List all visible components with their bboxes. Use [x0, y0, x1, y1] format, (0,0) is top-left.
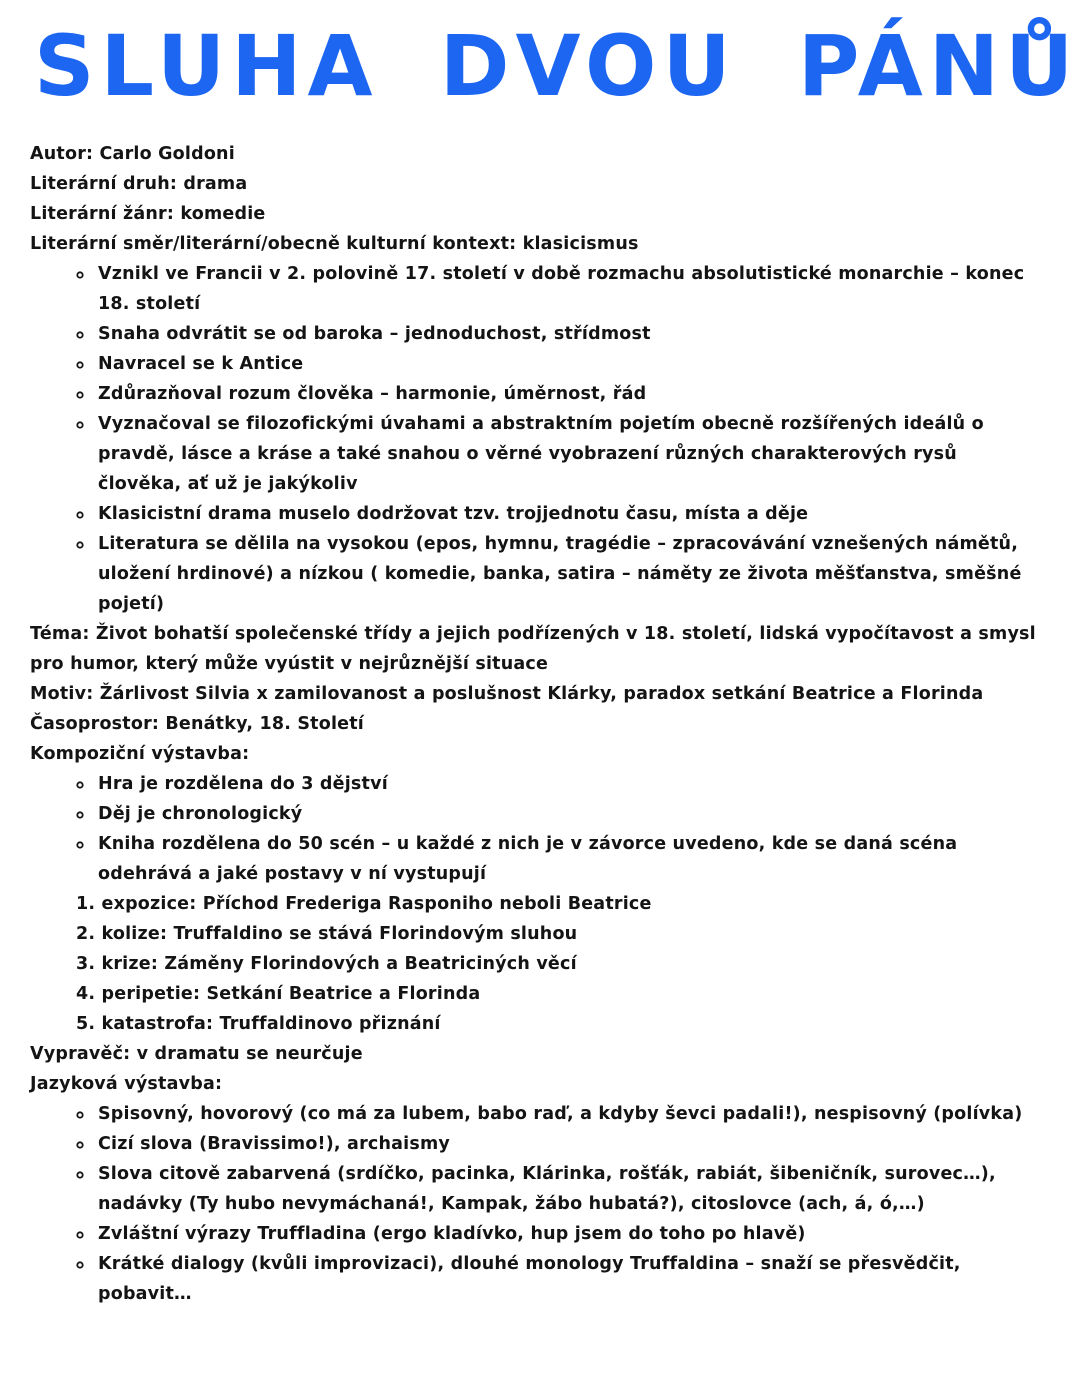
bullet-line — [30, 259, 1046, 319]
note-text: Hra je rozdělena do 3 dějství — [98, 773, 388, 794]
note-text: Spisovný, hovorový (co má za lubem, babo raď, a kdyby ševci padali!), nespisovný (polívka) — [98, 1103, 1023, 1124]
numbered-line: 1. expozice: Příchod Frederiga Rasponiho neboli Beatrice — [76, 893, 652, 914]
note-text: Zdůrazňoval rozum člověka – harmonie, úměrnost, řád — [98, 383, 647, 404]
numbered-line: 5. katastrofa: Truffaldinovo přiznání — [76, 1013, 441, 1034]
note-text: Vznikl ve Francii v 2. polovině 17. století v době rozmachu absolutistické monarchie – konec 18. století — [98, 263, 1025, 314]
bullet-line — [30, 1249, 1046, 1309]
bullet-icon — [76, 319, 98, 349]
bullet-line — [30, 1159, 1046, 1219]
bullet-icon — [76, 799, 98, 829]
bullet-line — [30, 769, 1046, 799]
note-text: Vyznačoval se filozofickými úvahami a abstraktním pojetím obecně rozšířených ideálů o pravdě, lásce a kráse a také snahou o věrné vyobrazení různých charakterových rysů člověka, ať už je jakýkoliv — [98, 413, 984, 494]
numbered-line: 4. peripetie: Setkání Beatrice a Florinda — [76, 983, 481, 1004]
bullet-line — [30, 1129, 1046, 1159]
bullet-icon — [76, 409, 98, 499]
note-text: Klasicistní drama muselo dodržovat tzv. trojjednotu času, místa a děje — [98, 503, 809, 524]
bullet-line — [30, 529, 1046, 619]
bullet-line — [30, 499, 1046, 529]
note-text: Kniha rozdělena do 50 scén – u každé z nich je v závorce uvedeno, kde se daná scéna odehrává a jaké postavy v ní vystupují — [98, 833, 958, 884]
bullet-line — [30, 1099, 1046, 1129]
note-line: Vypravěč: v dramatu se neurčuje — [30, 1043, 363, 1064]
bullet-line — [30, 829, 1046, 889]
note-line: Motiv: Žárlivost Silvia x zamilovanost a poslušnost Klárky, paradox setkání Beatrice a Florinda — [30, 683, 984, 704]
note-line: Literární druh: drama — [30, 173, 248, 194]
note-line: Časoprostor: Benátky, 18. Století — [30, 713, 364, 734]
note-text: Děj je chronologický — [98, 803, 303, 824]
bullet-icon — [76, 1219, 98, 1249]
bullet-icon — [76, 769, 98, 799]
note-line: Literární žánr: komedie — [30, 203, 266, 224]
bullet-line — [30, 409, 1046, 499]
note-line: Literární směr/literární/obecně kulturní kontext: klasicismus — [30, 233, 639, 254]
bullet-line — [30, 319, 1046, 349]
note-text: Snaha odvrátit se od baroka – jednoduchost, střídmost — [98, 323, 651, 344]
bullet-icon — [76, 1249, 98, 1309]
bullet-icon — [76, 529, 98, 619]
note-text: Slova citově zabarvená (srdíčko, pacinka, Klárinka, rošťák, rabiát, šibeničník, surovec…), nadávky (Ty hubo nevymáchaná!, Kampak, žábo hubatá?), citoslovce (ach, á, ó,…) — [98, 1163, 996, 1214]
bullet-icon — [76, 829, 98, 889]
bullet-line — [30, 799, 1046, 829]
bullet-line — [30, 1219, 1046, 1249]
note-text: Literatura se dělila na vysokou (epos, hymnu, tragédie – zpracovávání vznešených námětů, uložení hrdinové) a nízkou ( komedie, banka, satira – náměty ze života měšťanstva, směšné pojetí) — [98, 533, 1022, 614]
bullet-icon — [76, 1099, 98, 1129]
bullet-icon — [76, 349, 98, 379]
numbered-line: 2. kolize: Truffaldino se stává Florindovým sluhou — [76, 923, 578, 944]
note-line: Autor: Carlo Goldoni — [30, 143, 235, 164]
bullet-icon — [76, 1159, 98, 1219]
page-title: SLUHA DVOU PÁNŮ — [34, 17, 1080, 115]
note-line: Kompoziční výstavba: — [30, 743, 250, 764]
note-line: Téma: Život bohatší společenské třídy a jejich podřízených v 18. století, lidská vypočítavost a smysl pro humor, který může vyústit v nejrůznější situace — [30, 623, 1036, 674]
bullet-line — [30, 349, 1046, 379]
bullet-line — [30, 379, 1046, 409]
note-line: Jazyková výstavba: — [30, 1073, 223, 1094]
note-text: Krátké dialogy (kvůli improvizaci), dlouhé monology Truffaldina – snaží se přesvědčit, pobavit… — [98, 1253, 961, 1304]
bullet-icon — [76, 1129, 98, 1159]
bullet-icon — [76, 499, 98, 529]
numbered-line: 3. krize: Záměny Florindových a Beatriciných věcí — [76, 953, 577, 974]
note-text: Navracel se k Antice — [98, 353, 304, 374]
note-text: Zvláštní výrazy Truffladina (ergo kladívko, hup jsem do toho po hlavě) — [98, 1223, 806, 1244]
note-text: Cizí slova (Bravissimo!), archaismy — [98, 1133, 450, 1154]
bullet-icon — [76, 379, 98, 409]
note-body — [30, 139, 1046, 1309]
bullet-icon — [76, 259, 98, 319]
